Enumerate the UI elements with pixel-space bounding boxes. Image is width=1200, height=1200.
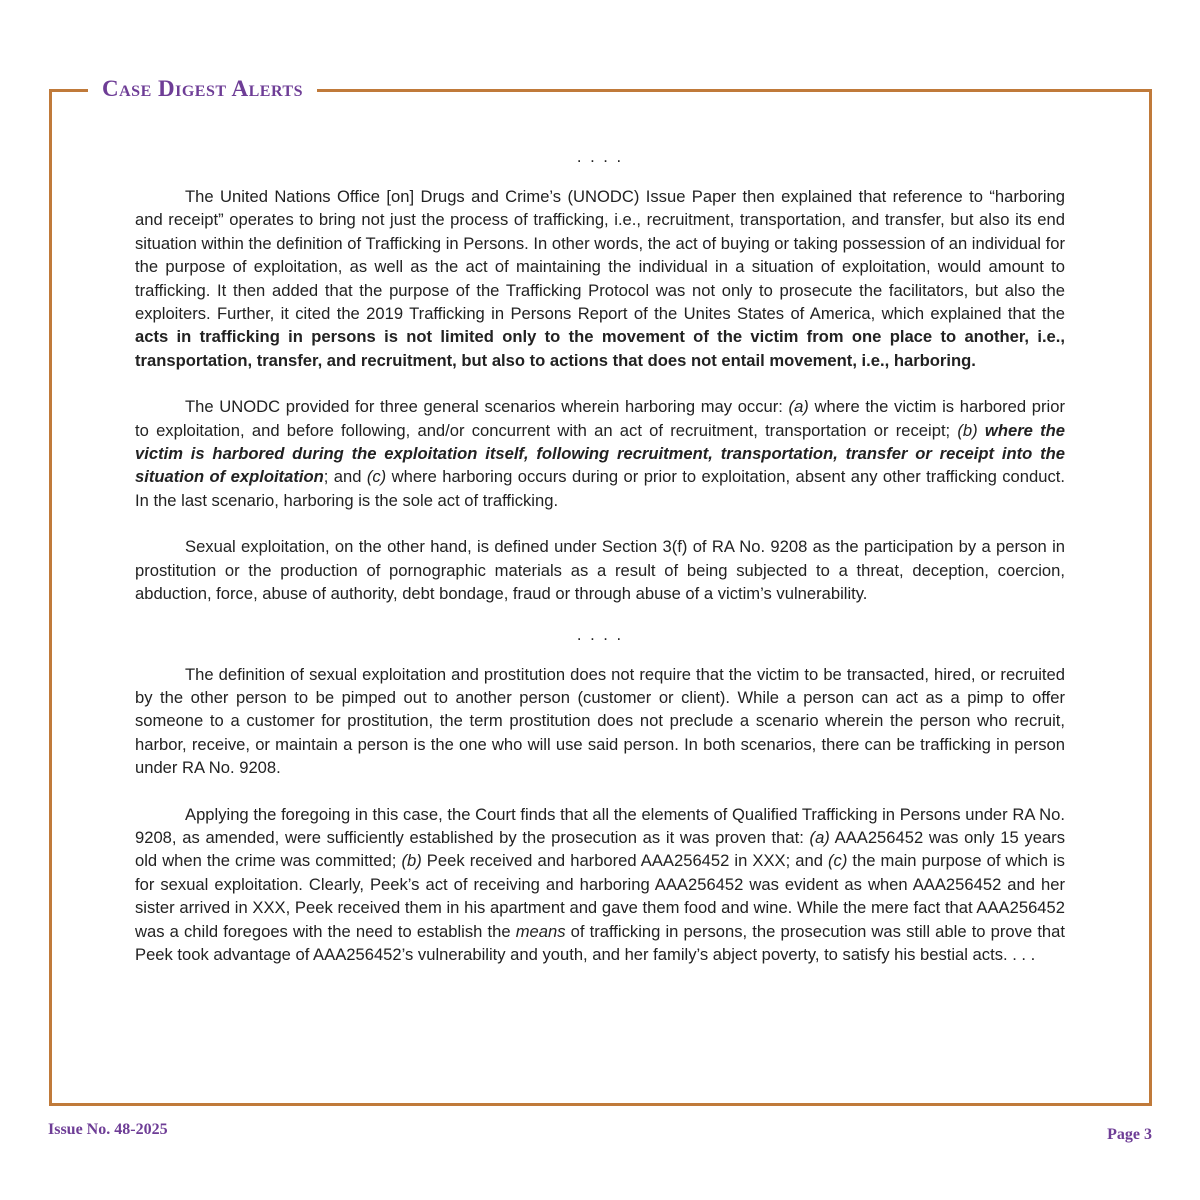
- ellipsis-separator: . . . .: [576, 147, 624, 166]
- paragraph-text: The UNODC provided for three general scenarios wherein harboring may occur:: [185, 397, 789, 417]
- paragraph-text: Applying the foregoing in this case, the Court finds that all the elements of Qualified Trafficking in Persons under RA No. 9208, as amended, were sufficiently established by the prosecution as it was proven that:: [135, 804, 1065, 847]
- paragraph-harboring-scenarios: [135, 395, 1065, 512]
- paragraph-text: where the victim is harbored prior to exploitation, and before following, and/or concurrent with an act of recruitment, transportation or receipt;: [135, 397, 1065, 440]
- paragraph-prostitution-definition: The definition of sexual exploitation and prostitution does not require that the victim to be transacted, hired, or recruited by the other person to be pimped out to another person (customer or client). While a person can act as a pimp to offer someone to a customer for prostitution, the term prostitution does not preclude a scenario wherein the person who recruit, harbor, receive, or maintain a person is the one who will use said person. In both scenarios, there can be trafficking in person under RA No. 9208.: [135, 664, 1065, 778]
- paragraph-court-findings: [135, 803, 1065, 967]
- item-label-a: (a): [809, 827, 830, 847]
- item-label-c: (c): [828, 851, 848, 871]
- section-title: Case Digest Alerts: [88, 74, 317, 104]
- document-body: [135, 145, 1065, 966]
- ellipsis-separator: . . . .: [576, 624, 624, 644]
- paragraph-text: Peek received and harbored AAA256452 in XXX; and: [421, 851, 829, 871]
- paragraph-text: ; and: [323, 467, 367, 487]
- paragraph-unodc-issue-paper: [135, 185, 1065, 372]
- bold-italic-emphasis: where the victim is harbored during the exploitation itself, following recruitment, transportation, transfer or receipt into the situation of exploitation: [135, 420, 1065, 487]
- item-label-b: (b): [957, 420, 978, 440]
- paragraph-text: of trafficking in persons, the prosecution was still able to prove that Peek took advantage of AAA256452’s vulnerability and youth, and her family’s abject poverty, to satisfy his bestial acts. . . .: [135, 921, 1065, 964]
- issue-number: Issue No. 48-2025: [48, 1121, 168, 1138]
- paragraph-text: The United Nations Office [on] Drugs and Crime’s (UNODC) Issue Paper then explained that reference to “harboring and receipt” operates to bring not just the process of trafficking, i.e., recruitment, transportation, and transfer, but also its end situation within the definition of Trafficking in Persons. In other words, the act of buying or taking possession of an individual for the purpose of exploitation, as well as the act of maintaining the individual in a situation of exploitation, would amount to trafficking. It then added that the purpose of the Trafficking Protocol was not only to prosecute the facilitators, but also the exploiters. Further, it cited the 2019 Trafficking in Persons Report of the Unites States of America, which explained that the: [135, 187, 1065, 324]
- paragraph-sexual-exploitation: Sexual exploitation, on the other hand, is defined under Section 3(f) of RA No. 9208 as the participation by a person in prostitution or the production of pornographic materials as a result of being subjected to a threat, deception, coercion, abduction, force, abuse of authority, debt bondage, fraud or through abuse of a victim’s vulnerability.: [135, 537, 1065, 604]
- page-number: Page 3: [1107, 1126, 1152, 1143]
- bold-emphasis: acts in trafficking in persons is not limited only to the movement of the victim from one place to another, i.e., transportation, transfer, and recruitment, but also to actions that does not entail movement, i.e., harboring.: [135, 327, 1065, 370]
- italic-emphasis: means: [515, 921, 566, 941]
- paragraph-text: the main purpose of which is for sexual exploitation. Clearly, Peek’s act of receiving and harboring AAA256452 was evident as when AAA256452 and her sister arrived in XXX, Peek received them in his apartment and gave them food and wine. While the mere fact that AAA256452 was a child foregoes with the need to establish the: [135, 851, 1065, 941]
- item-label-b: (b): [401, 851, 422, 871]
- item-label-a: (a): [788, 397, 809, 417]
- paragraph-text: AAA256452 was only 15 years old when the crime was committed;: [135, 827, 1065, 871]
- item-label-c: (c): [366, 467, 387, 487]
- paragraph-text: where harboring occurs during or prior to exploitation, absent any other trafficking conduct. In the last scenario, harboring is the sole act of trafficking.: [135, 467, 1065, 510]
